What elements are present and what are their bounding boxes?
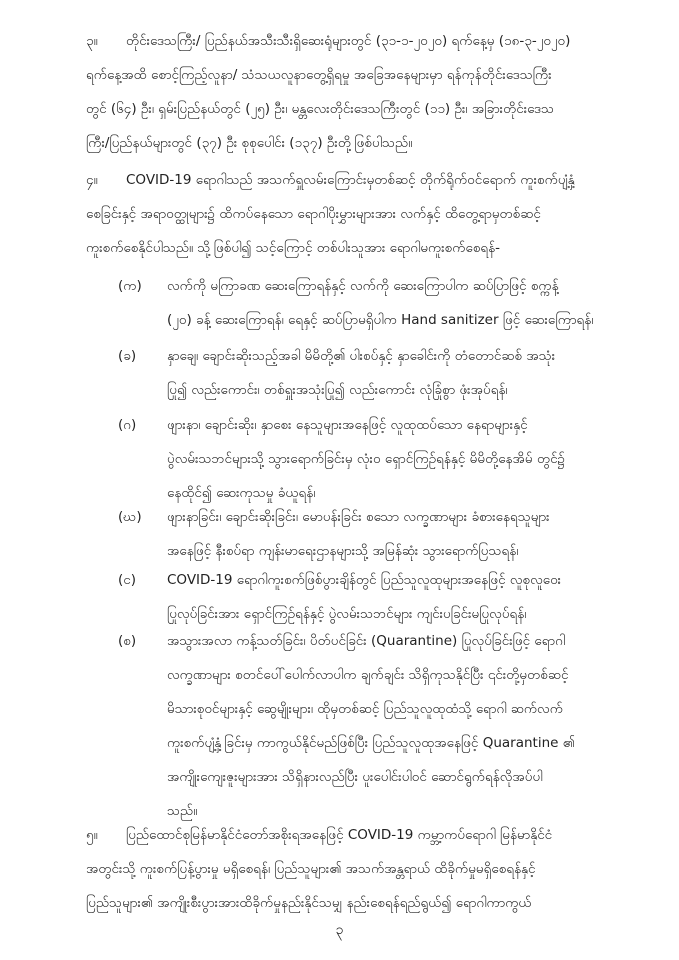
paragraph-line: ကူးစက်စေနိုင်ပါသည်။ သို့ဖြစ်ပါ၍ သင့်ကြောင့် တစ်ပါးသူအား ရောဂါမကူးစက်စေရန်- xyxy=(86,240,501,256)
list-item-line: လက်ကို မကြာခဏ ဆေးကြောရန်နှင့် လက်ကို ဆေးကြောပါက ဆပ်ပြာဖြင့် စက္ကန့် xyxy=(167,278,559,294)
paragraph-line: အတွင်းသို့ ကူးစက်ပြန့်ပွားမှု မရှိစေရန်၊ ပြည်သူများ၏ အသက်အန္တရာယ် ထိခိုက်မှုမရှိစေရန်နှင့် xyxy=(86,861,536,877)
list-marker: (စ) xyxy=(118,633,137,649)
paragraph-line: ကြီး/ပြည်နယ်များတွင် (၃၇) ဦး စုစုပေါင်း (၁၃၇) ဦးတို့ဖြစ်ပါသည်။ xyxy=(86,135,413,151)
paragraph-number: ၄။ xyxy=(86,172,98,188)
list-item-line: ကူးစက်ပျံ့နှံ့ခြင်းမှ ကာကွယ်နိုင်မည်ဖြစ်ပြီး ပြည်သူလူထုအနေဖြင့် Quarantine ၏ xyxy=(167,735,575,751)
list-item-line: မိသားစုဝင်များနှင့် ဆွေမျိုးများ၊ ထိုမှတစ်ဆင့် ပြည်သူလူထုထံသို့ ရောဂါ ဆက်လက် xyxy=(167,701,563,717)
list-item-line: ပွဲလမ်းသဘင်များသို့ သွားရောက်ခြင်းမှ လုံးဝ ရှောင်ကြဉ်ရန်နှင့် မိမိတို့နေအိမ် တွင်၌ xyxy=(167,451,566,467)
list-item-line: (၂၀) ခန့် ဆေးကြောရန်၊ ရေနှင့် ဆပ်ပြာမရှိပါက Hand sanitizer ဖြင့် ဆေးကြောရန်၊ xyxy=(167,312,594,328)
paragraph-line: ပြည်သူများ၏ အကျိုးစီးပွားအားထိခိုက်မှုနည်းနိုင်သမျှ နည်းစေရန်ရည်ရွယ်၍ ရောဂါကာကွယ် xyxy=(86,895,532,911)
list-marker: (ဃ) xyxy=(118,509,142,525)
list-item-line: အသွားအလာ ကန့်သတ်ခြင်း၊ ပိတ်ပင်ခြင်း (Quarantine) ပြုလုပ်ခြင်းဖြင့် ရောဂါ xyxy=(167,633,566,649)
paragraph-line: တွင် (၆၄) ဦး၊ ရှမ်းပြည်နယ်တွင် (၂၅) ဦး၊ မန္တလေးတိုင်းဒေသကြီးတွင် (၁၁) ဦး၊ အခြားတိုင်းဒေသ xyxy=(86,101,555,117)
list-item-line: အကျိုးကျေးဇူးများအား သိရှိနားလည်ပြီး ပူးပေါင်းပါဝင် ဆောင်ရွက်ရန်လိုအပ်ပါ xyxy=(167,769,543,785)
paragraph-5 xyxy=(86,818,666,920)
paragraph-4 xyxy=(86,163,666,265)
page-number: ၃ xyxy=(335,922,344,938)
list-item xyxy=(118,500,666,568)
list-marker: (င) xyxy=(118,572,137,588)
list-item-line: COVID-19 ရောဂါကူးစက်ဖြစ်ပွားချိန်တွင် ပြည်သူလူထုများအနေဖြင့် လူစုလူဝေး xyxy=(167,572,562,588)
list-item-line: သည်။ xyxy=(167,803,198,819)
list-item-line: ပြု၍ လည်းကောင်း၊ တစ်ရှူးအသုံးပြု၍ လည်းကောင်း လုံခြုံစွာ ဖုံးအုပ်ရန်၊ xyxy=(167,382,508,398)
paragraph-line: ၄။ COVID-19 ရောဂါသည် အသက်ရှူလမ်းကြောင်းမှတစ်ဆင့် တိုက်ရိုက်ဝင်ရောက် ကူးစက်ပျံ့နှံ့ xyxy=(86,163,666,197)
list-marker: (က) xyxy=(118,278,142,294)
list-item xyxy=(118,269,666,337)
paragraph-number: ၃။ xyxy=(86,33,98,49)
paragraph-line: ၃။ တိုင်းဒေသကြီး/ ပြည်နယ်အသီးသီးရှိဆေးရုံများတွင် (၃၁-၁-၂၀၂၀) ရက်နေ့မှ (၁၈-၃-၂၀၂၀) xyxy=(86,24,666,58)
list-item-line: ဖျားနာခြင်း၊ ချောင်းဆိုးခြင်း၊ မောပန်းခြင်း စသော လက္ခဏာများ ခံစားနေရသူများ xyxy=(167,509,550,525)
list-marker: (ဂ) xyxy=(118,417,137,433)
list-item xyxy=(118,624,666,828)
paragraph-line: ၅။ ပြည်ထောင်စုမြန်မာနိုင်ငံတော်အစိုးရအနေဖြင့် COVID-19 ကမ္ဘာ့ကပ်ရောဂါ မြန်မာနိုင်ငံ xyxy=(86,818,666,852)
paragraph-line: ရက်နေ့အထိ စောင့်ကြည့်လူနာ/ သံသယလူနာတွေ့ရှိရမှု အခြေအနေများမှာ ရန်ကုန်တိုင်းဒေသကြီး xyxy=(86,67,552,83)
paragraph-3 xyxy=(86,24,666,160)
list-marker: (ခ) xyxy=(118,348,137,364)
list-item xyxy=(118,563,666,631)
paragraph-number: ၅။ xyxy=(86,827,98,843)
list-item-line: ဖျားနာ၊ ချောင်းဆိုး၊ နှာစေး နေသူများအနေဖြင့် လူထုထပ်သော နေရာများနှင့် xyxy=(167,417,528,433)
list-item-line: အနေဖြင့် နီးစပ်ရာ ကျန်းမာရေးဌာနများသို့ အမြန်ဆုံး သွားရောက်ပြသရန်၊ xyxy=(167,543,519,559)
list-item xyxy=(118,408,666,510)
list-item-line: ပြုလုပ်ခြင်းအား ရှောင်ကြဉ်ရန်နှင့် ပွဲလမ်းသဘင်များ ကျင်းပခြင်းမပြုလုပ်ရန်၊ xyxy=(167,606,527,622)
list-item-line: နေထိုင်၍ ဆေးကုသမှု ခံယူရန်၊ xyxy=(167,485,316,501)
paragraph-line: စေခြင်းနှင့် အရာဝတ္ထုများ၌ ထိကပ်နေသော ရောဂါပိုးမွှားများအား လက်နှင့် ထိတွေ့ရာမှတစ်ဆင့် xyxy=(86,206,541,222)
list-item-line: နှာချေ၊ ချောင်းဆိုးသည့်အခါ မိမိတို့၏ ပါးစပ်နှင့် နှာခေါင်းကို တံတောင်ဆစ် အသုံး xyxy=(167,348,556,364)
list-item-line: လက္ခဏာများ စတင်ပေါ်ပေါက်လာပါက ချက်ချင်း သိရှိကုသနိုင်ပြီး ၎င်းတို့မှတစ်ဆင့် xyxy=(167,667,569,683)
list-item xyxy=(118,339,666,407)
